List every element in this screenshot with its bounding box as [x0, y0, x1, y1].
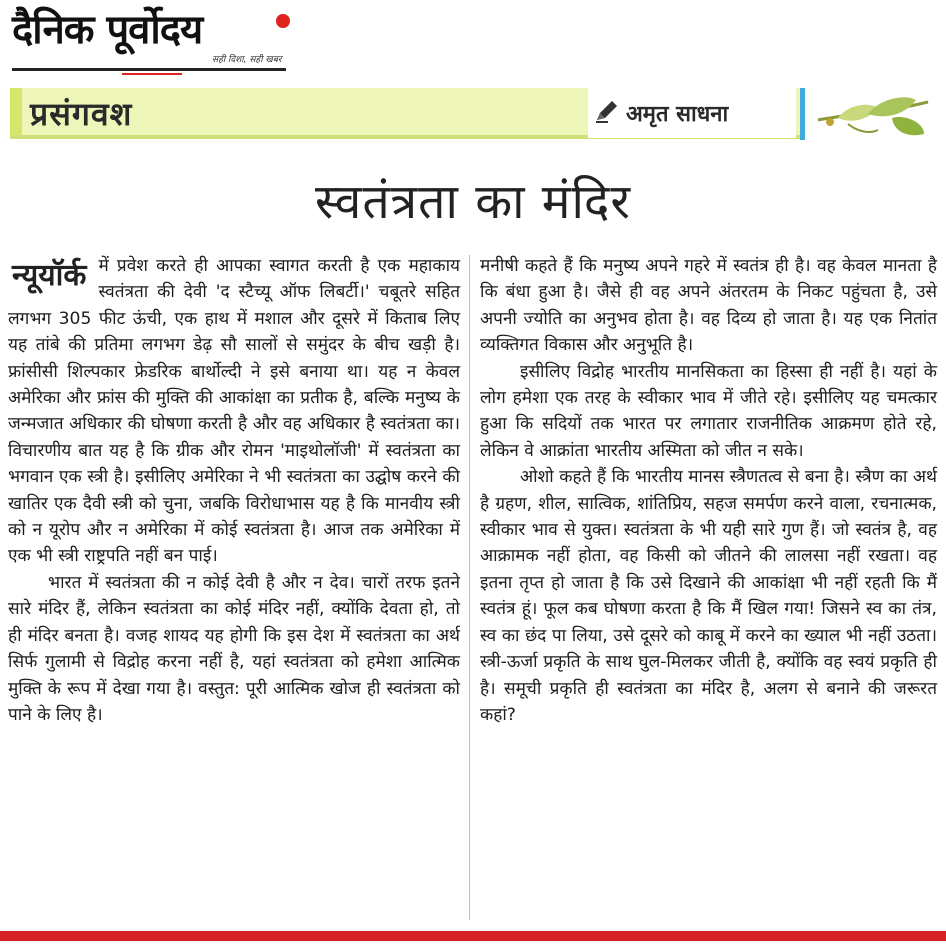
dateline: न्यूयॉर्क	[12, 258, 87, 293]
pen-icon	[594, 98, 620, 124]
paragraph: मनीषी कहते हैं कि मनुष्य अपने गहरे में स्वतंत्र ही है। वह केवल मानता है कि बंधा हुआ है। जैसे ही वह अपने अंतरतम के निकट पहुंचता है, उसे अपनी ज्योति का अनुभव होता है। वह दिव्य हो जाता है। यह एक नितांत व्यक्तिगत विकास और अनुभूति है।	[480, 256, 937, 356]
footer-rule	[0, 931, 946, 941]
paragraph: इसीलिए विद्रोह भारतीय मानसिकता का हिस्सा ही नहीं है। यहां के लोग हमेशा एक तरह के स्वीकार भाव में जीते रहे। इसीलिए यह चमत्कार हुआ कि सदियों तक भारत पर लगातार राजनीतिक आक्रमण होते रहे, लेकिन वे आक्रांता भारतीय अस्मिता को जीत न सके।	[480, 361, 937, 461]
article-headline: स्वतंत्रता का मंदिर	[314, 174, 632, 230]
paragraph: ओशो कहते हैं कि भारतीय मानस स्त्रैणतत्व से बना है। स्त्रैण का अर्थ है ग्रहण, शील, सात्विक, शांतिप्रिय, सहज समर्पण करने वाला, रचनात्मक, स्वीकार भाव से युक्त। स्वतंत्रता के भी यही सारे गुण हैं। जो स्वतंत्र है, वह आक्रामक नहीं होता, वह किसी को जीतने की लालसा नहीं रखता। वह इतना तृप्त हो जाता है कि उसे दिखाने की आकांक्षा भी नहीं रहती कि मैं स्वतंत्र हूं। फूल कब घोषणा करता है कि मैं खिल गया! जिसने स्व का तंत्र, स्व का छंद पा लिया, उसे दूसरे को काबू में करने का ख्याल भी नहीं उठता। स्त्री-ऊर्जा प्रकृति के साथ घुल-मिलकर जीती है, क्योंकि वह स्वयं प्रकृति ही है। समूची प्रकृति ही स्वतंत्रता का मंदिर है, अलग से बनाने की जरूरत कहां?	[480, 467, 937, 725]
masthead	[12, 6, 290, 76]
paragraph: भारत में स्वतंत्रता की न कोई देवी है और न देव। चारों तरफ इतने सारे मंदिर हैं, लेकिन स्वतंत्रता का कोई मंदिर नहीं, क्योंकि देवता हो, तो ही मंदिर बनता है। वजह शायद यह होगी कि इस देश में स्वतंत्रता का अर्थ सिर्फ गुलामी से विद्रोह करना नहीं है, यहां स्वतंत्रता को हमेशा आत्मिक मुक्ति के रूप में देखा गया है। वस्तुत: पूरी आत्मिक खोज ही स्वतंत्रता को पाने के लिए है।	[8, 572, 460, 725]
masthead-tagline: सही दिशा, सही खबर	[212, 55, 282, 65]
masthead-dot-icon	[276, 14, 290, 28]
author-byline	[588, 88, 796, 138]
leaves-decoration-icon	[808, 84, 938, 144]
masthead-rule	[12, 68, 286, 71]
article-column-right	[480, 253, 937, 728]
byline-divider	[800, 88, 805, 140]
section-bar-edge	[10, 88, 22, 138]
paragraph-text: में प्रवेश करते ही आपका स्वागत करती है एक महाकाय स्वतंत्रता की देवी 'द स्टैच्यू ऑफ लिबर्टी।' चबूतरे सहित लगभग 305 फीट ऊंची, एक हाथ में मशाल और दूसरे में किताब लिए यह तांबे की प्रतिमा लगभग डेढ़ सौ सालों से समुंदर के बीच खड़ी है। फ्रांसीसी शिल्पकार फ्रेडरिक बार्थोल्दी ने इसे बनाया था। यह न केवल अमेरिका और फ्रांस की मुक्ति की आकांक्षा का प्रतीक है, बल्कि मनुष्य के जन्मजात अधिकार की घोषणा करती है और वह अधिकार है स्वतंत्रता का। विचारणीय बात यह है कि ग्रीक और रोमन 'माइथोलॉजी' में स्वतंत्रता का भगवान एक स्त्री है। इसीलिए अमेरिका ने भी स्वतंत्रता का उद्घोष करने की खातिर एक दैवी स्त्री को चुना, जबकि विरोधाभास यह है कि मानवीय स्त्री को न यूरोप और न अमेरिका में कोई स्वतंत्रता है। आज तक अमेरिका में एक भी स्त्री राष्ट्रपति नहीं बन पाई।	[8, 256, 460, 567]
masthead-title: दैनिक पूर्वोदय	[12, 7, 203, 53]
section-title: प्रसंगवश	[30, 95, 133, 133]
masthead-accent-rule	[122, 73, 182, 75]
column-divider	[469, 255, 470, 920]
paragraph	[8, 253, 460, 570]
article-column-left	[8, 253, 460, 728]
author-name: अमृत साधना	[626, 102, 729, 127]
